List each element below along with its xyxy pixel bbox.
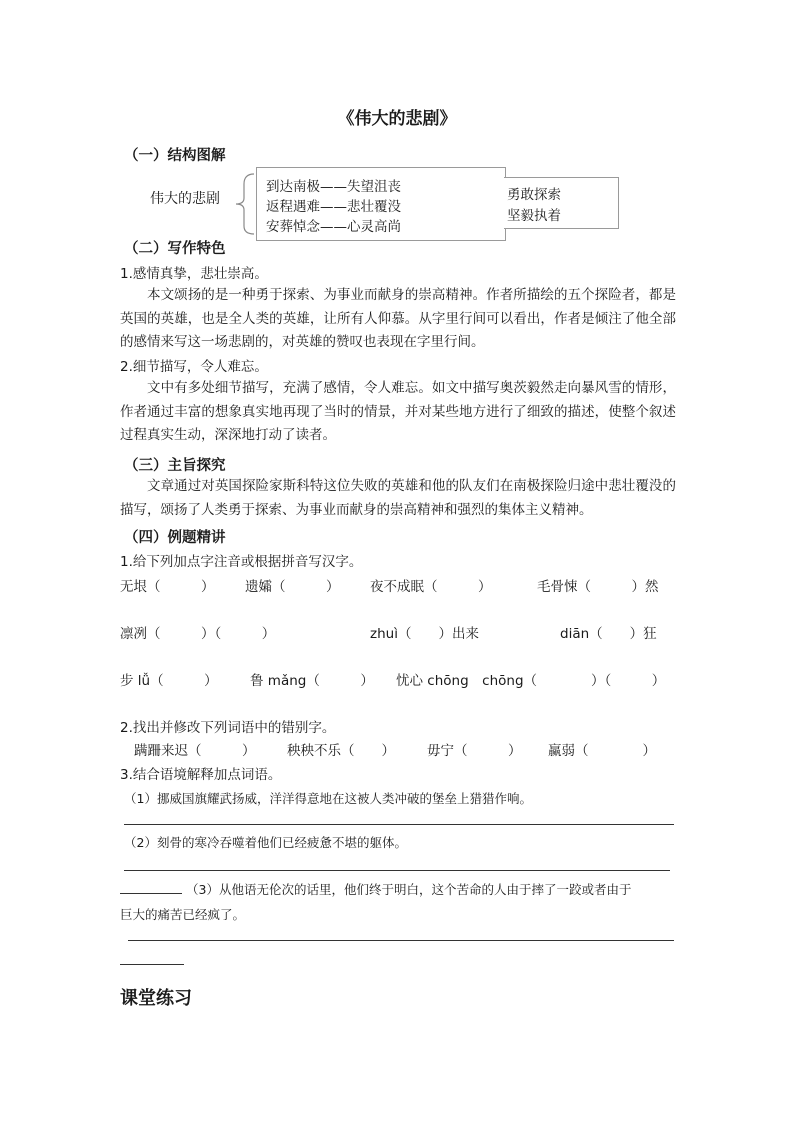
answer-line [124, 824, 674, 825]
section-heading-structure: （一）结构图解 [124, 148, 226, 164]
answer-line [120, 893, 182, 894]
diagram-side-item: 勇敢探索 [507, 187, 561, 203]
context-sentence: 巨大的痛苦已经疯了。 [120, 907, 246, 922]
pinyin-item: zhuì（ ）出来 [370, 626, 479, 642]
pinyin-item: 鲁 mǎng（ ） [250, 673, 374, 689]
context-sentence: （3）从他语无伦次的话里，他们终于明白，这个苦命的人由于摔了一跤或者由于 [186, 882, 632, 897]
typo-item: 赢弱（ ） [548, 743, 656, 759]
diagram-item: 返程遇难——悲壮覆没 [266, 199, 401, 215]
typo-item: 蹒跚来迟（ ） [134, 743, 256, 759]
typo-item: 毋宁（ ） [427, 743, 522, 759]
section-heading-features: （二）写作特色 [124, 241, 226, 257]
page-title: 《伟大的悲剧》 [337, 109, 457, 129]
section-heading-theme: （三）主旨探究 [124, 458, 226, 474]
pinyin-item: 步 lǚ（ ） [120, 673, 218, 689]
answer-line [128, 940, 674, 941]
answer-line [124, 870, 670, 871]
diagram-side-item: 坚毅执着 [507, 208, 561, 224]
feature-body: 本文颂扬的是一种勇于探索、为事业而献身的崇高精神。作者所描绘的五个探险者，都是英国的英雄，也是全人类的英雄，让所有人仰慕。从字里行间可以看出，作者是倾注了他全部的感情来写这一场悲剧的，对英雄的赞叹也表现在字里行间。 [120, 287, 676, 350]
section-heading-examples: （四）例题精讲 [124, 530, 226, 546]
question-title: 1.给下列加点字注音或根据拼音写汉字。 [120, 554, 363, 570]
pinyin-item: diān（ ）狂 [560, 626, 657, 642]
feature-title: 1.感情真挚，悲壮崇高。 [120, 266, 268, 282]
diagram-side-box [504, 177, 619, 229]
context-sentence: （2）刻骨的寒冷吞噬着他们已经疲惫不堪的躯体。 [124, 835, 407, 850]
diagram-root-label: 伟大的悲剧 [150, 191, 220, 207]
pinyin-item: 忧心 chōng chōng（ ）（ ） [396, 673, 666, 689]
diagram-main-box [256, 167, 506, 241]
practice-heading: 课堂练习 [120, 988, 192, 1009]
theme-body: 文章通过对英国探险家斯科特这位失败的英雄和他的队友们在南极探险归途中悲壮覆没的描写，颂扬了人类勇于探索、为事业而献身的崇高精神和强烈的集体主义精神。 [120, 478, 676, 518]
pinyin-item: 无垠（ ） [120, 579, 215, 595]
typo-item: 秧秧不乐（ ） [287, 743, 395, 759]
pinyin-item: 毛骨悚（ ）然 [537, 579, 659, 595]
pinyin-item: 遗孀（ ） [245, 579, 340, 595]
context-sentence: （1）挪威国旗耀武扬威，洋洋得意地在这被人类冲破的堡垒上猎猎作响。 [124, 791, 532, 806]
pinyin-item: 凛冽（ ）（ ） [120, 626, 276, 642]
diagram-item: 安葬悼念——心灵高尚 [266, 219, 401, 235]
question-title: 3.结合语境解释加点词语。 [120, 767, 282, 783]
diagram-item: 到达南极——失望沮丧 [266, 179, 401, 195]
feature-title: 2.细节描写，令人难忘。 [120, 359, 268, 375]
feature-body: 文中有多处细节描写，充满了感情，令人难忘。如文中描写奥茨毅然走向暴风雪的情形，作者通过丰富的想象真实地再现了当时的情景，并对某些地方进行了细致的描述，使整个叙述过程真实生动，深深地打动了读者。 [120, 380, 676, 443]
pinyin-item: 夜不成眠（ ） [370, 579, 492, 595]
question-title: 2.找出并修改下列词语中的错别字。 [120, 720, 336, 736]
answer-line [120, 964, 184, 965]
